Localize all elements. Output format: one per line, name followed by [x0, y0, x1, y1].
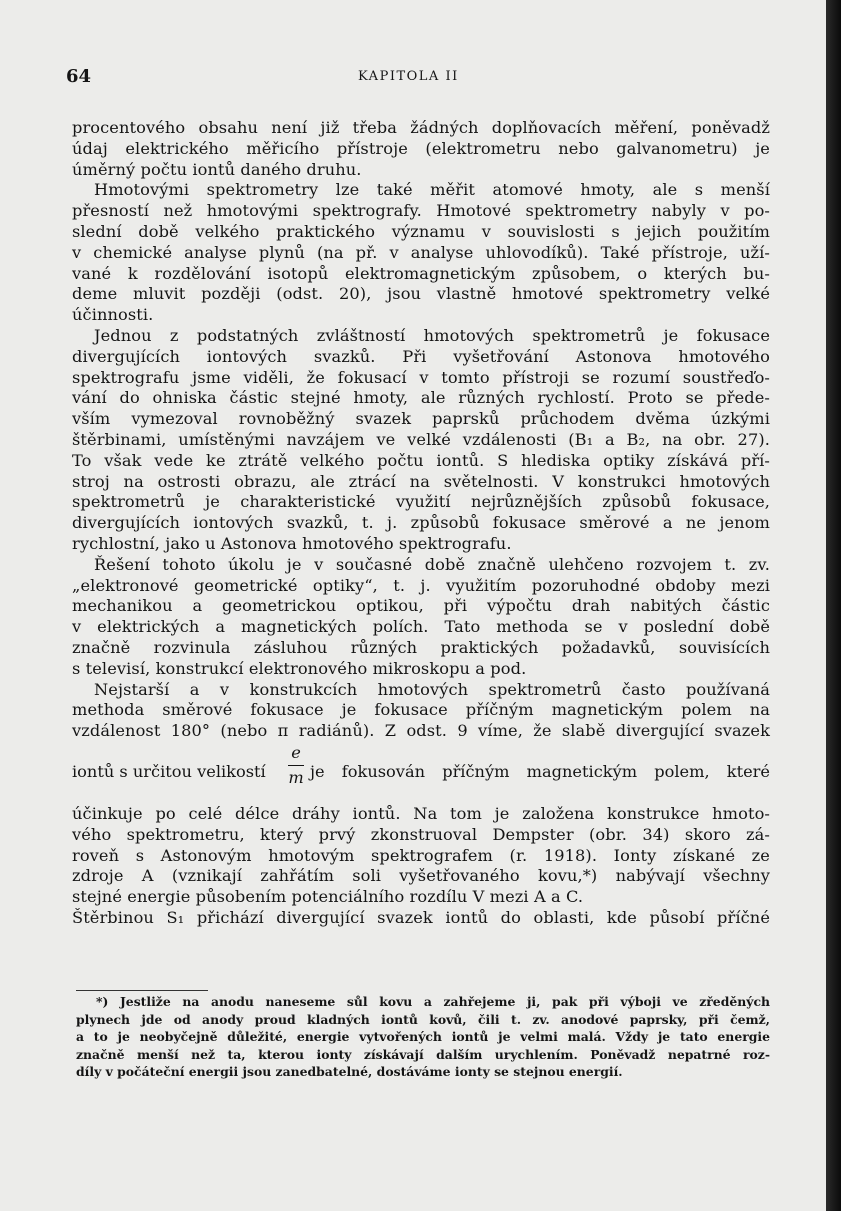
- text-line: v elektrických a magnetických polích. Tato methoda se v poslední době: [72, 617, 770, 637]
- page-number: 64: [66, 66, 92, 87]
- text-line: přesností než hmotovými spektrografy. Hmotové spektrometry nabyly v po-: [72, 201, 770, 221]
- text-line: „elektronové geometrické optiky“, t. j. využitím pozoruhodné obdoby mezi: [72, 575, 770, 595]
- fraction-numerator: e: [291, 742, 301, 762]
- text-line: vání do ohniska částic stejné hmoty, ale různých rychlostí. Proto se přede-: [72, 388, 770, 408]
- text-line: slední době velkého praktického významu v souvislosti s jejich použitím: [72, 221, 770, 241]
- text-line: vého spektrometru, který prvý zkonstruoval Dempster (obr. 34) skoro zá-: [72, 824, 770, 844]
- body-text: [72, 118, 770, 929]
- footnote-line: značně menší než ta, kterou ionty získávají dalším urychlením. Poněvadž nepatrné roz-: [76, 1046, 770, 1062]
- text-line: vané k rozdělování isotopů elektromagnetickým způsobem, o kterých bu-: [72, 263, 770, 283]
- text-line: zdroje A (vznikají zahřátím soli vyšetřovaného kovu,*) nabývají všechny: [72, 866, 770, 886]
- footnote: [76, 993, 770, 1081]
- text-line: štěrbinami, umístěnými navzájem ve velké vzdálenosti (B₁ a B₂, na obr. 27).: [72, 429, 770, 449]
- text-line: Štěrbinou S₁ přichází divergující svazek iontů do oblasti, kde působí příčné: [72, 907, 770, 927]
- text-line: stroj na ostrosti obrazu, ale ztrácí na světelnosti. V konstrukci hmotových: [72, 471, 770, 491]
- text-line: To však vede ke ztrátě velkého počtu iontů. S hlediska optiky získává pří-: [72, 450, 770, 470]
- formula-line: [72, 742, 770, 804]
- footnote-line: díly v počáteční energii jsou zanedbatelné, dostáváme ionty se stejnou energií.: [76, 1064, 623, 1080]
- text-line: Hmotovými spektrometry lze také měřit atomové hmoty, ale s menší: [94, 180, 770, 200]
- page-edge-shadow: [826, 0, 841, 1211]
- text-line: stejné energie působením potenciálního rozdílu V mezi A a C.: [72, 887, 584, 907]
- text-line: Řešení tohoto úkolu je v současné době značně ulehčeno rozvojem t. zv.: [94, 554, 770, 574]
- text-line: mechanikou a geometrickou optikou, při výpočtu drah nabitých částic: [72, 596, 770, 616]
- text-line: spektrometrů je charakteristické využití nejrůznějších způsobů fokusace,: [72, 492, 770, 512]
- footnote-line: a to je neobyčejně důležité, energie vytvořených iontů je velmi malá. Vždy je tato energie: [76, 1029, 770, 1045]
- footnote-divider: [76, 990, 208, 991]
- text-line: divergujících iontových svazků, t. j. způsobů fokusace směrové a ne jenom: [72, 513, 770, 533]
- text-line: značně rozvinula zásluhou různých praktických požadavků, souvisících: [72, 637, 770, 657]
- text-line: úměrný počtu iontů daného druhu.: [72, 159, 362, 179]
- text-line: procentového obsahu není již třeba žádných doplňovacích měření, poněvadž: [72, 118, 770, 137]
- text-line: Jednou z podstatných zvláštností hmotových spektrometrů je fokusace: [94, 325, 770, 345]
- text-line: methoda směrové fokusace je fokusace příčným magnetickým polem na: [72, 700, 770, 720]
- text-line: vším vymezoval rovnoběžný svazek paprsků průchodem dvěma úzkými: [72, 409, 770, 429]
- charge-mass-fraction: [288, 742, 304, 789]
- footnote-line: *) Jestliže na anodu naneseme sůl kovu a zahřejeme ji, pak při výboji ve zředěných: [96, 994, 770, 1009]
- text-line: vzdálenost 180° (nebo π radiánů). Z odst. 9 víme, že slabě divergující svazek: [72, 721, 770, 741]
- formula-text-right: je fokusován příčným magnetickým polem, které: [310, 761, 770, 781]
- text-line: účinnosti.: [72, 305, 154, 325]
- formula-text-left: iontů s určitou velikostí: [72, 761, 266, 781]
- running-head: KAPITOLA II: [358, 69, 459, 84]
- fraction-denominator: m: [288, 768, 304, 788]
- text-line: účinkuje po celé délce dráhy iontů. Na tom je založena konstrukce hmoto-: [72, 803, 770, 823]
- text-line: roveň s Astonovým hmotovým spektrografem (r. 1918). Ionty získané ze: [72, 845, 770, 865]
- text-line: deme mluvit později (odst. 20), jsou vlastně hmotové spektrometry velké: [72, 284, 770, 304]
- text-line: údaj elektrického měřicího přístroje (elektrometru nebo galvanometru) je: [72, 138, 770, 158]
- text-line: rychlostní, jako u Astonova hmotového spektrografu.: [72, 533, 512, 553]
- text-line: divergujících iontových svazků. Při vyšetřování Astonova hmotového: [72, 346, 770, 366]
- fraction-bar: [288, 765, 304, 766]
- page-header: [66, 66, 771, 88]
- text-line: Nejstarší a v konstrukcích hmotových spektrometrů často používaná: [94, 679, 770, 699]
- footnote-line: plynech jde od anody proud kladných iontů kovů, čili t. zv. anodové paprsky, při čemž,: [76, 1011, 770, 1027]
- text-line: spektrografu jsme viděli, že fokusací v tomto přístroji se rozumí soustřeďo-: [72, 367, 770, 387]
- text-line: s televisí, konstrukcí elektronového mikroskopu a pod.: [72, 658, 527, 678]
- text-line: v chemické analyse plynů (na př. v analyse uhlovodíků). Také přístroje, uží-: [72, 242, 770, 262]
